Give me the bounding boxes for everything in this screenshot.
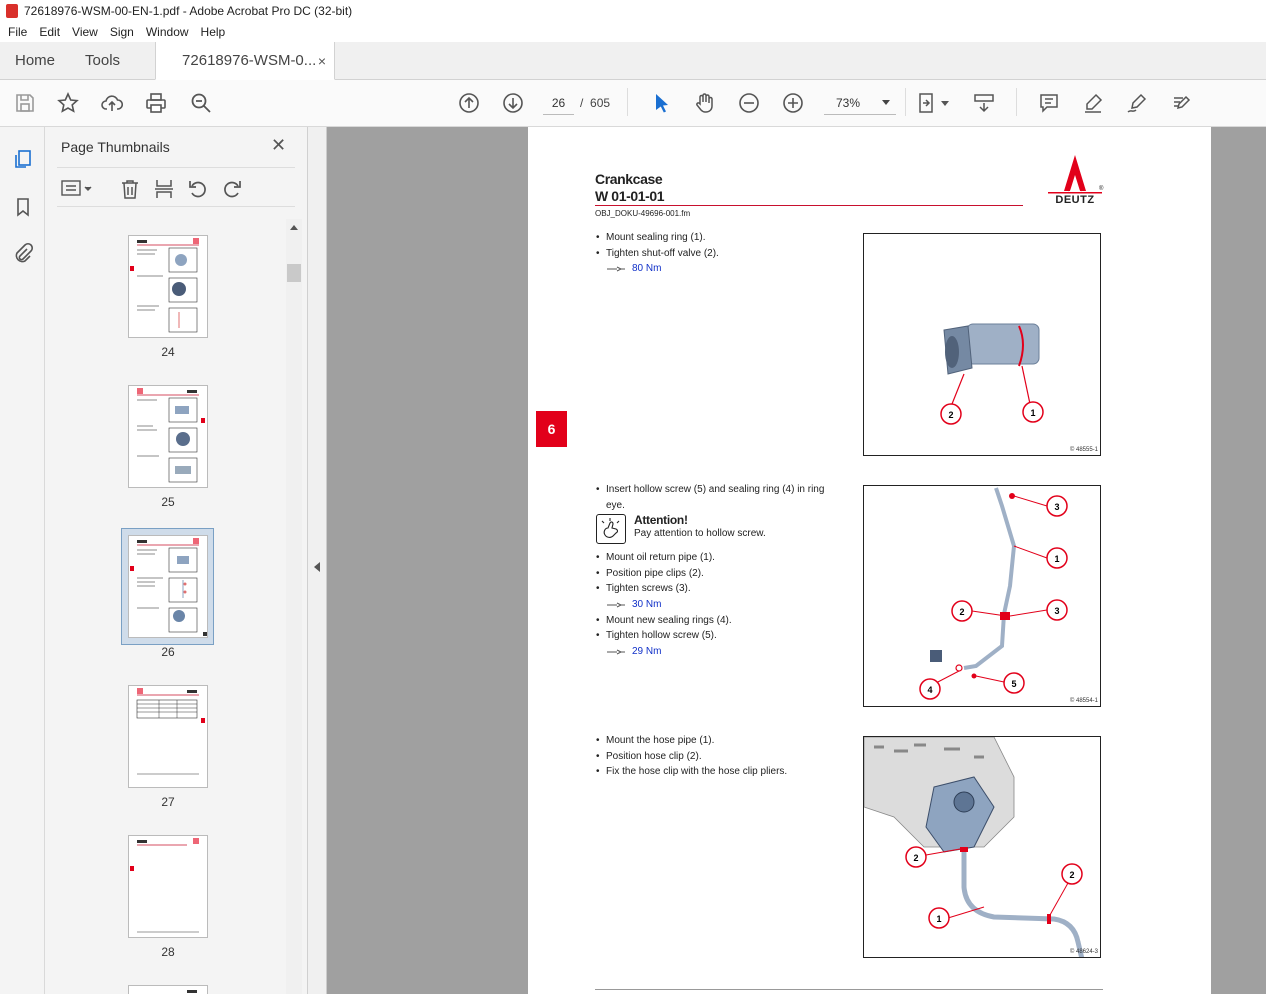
svg-text:DEUTZ: DEUTZ	[1055, 194, 1095, 205]
panel-close-icon[interactable]: ✕	[271, 135, 287, 155]
upload-cloud-icon[interactable]	[100, 91, 124, 115]
svg-text:5: 5	[1011, 679, 1017, 689]
menu-window[interactable]: Window	[145, 25, 189, 39]
panel-collapse-handle[interactable]	[308, 127, 327, 994]
section2-steps-a	[596, 482, 846, 513]
tab-home[interactable]: Home	[15, 52, 56, 69]
zoom-in-icon[interactable]	[781, 91, 805, 115]
page-count	[580, 91, 610, 115]
step: • Tighten shut-off valve (2).	[596, 246, 846, 262]
step: • Mount sealing ring (1).	[596, 230, 846, 246]
select-cursor-icon[interactable]	[649, 91, 673, 115]
svg-text:1: 1	[1030, 408, 1036, 418]
delete-page-icon[interactable]	[119, 178, 141, 203]
wrench-icon	[606, 649, 626, 655]
save-icon[interactable]	[13, 91, 37, 115]
svg-text:4: 4	[927, 685, 933, 695]
toolbar-divider	[905, 88, 906, 116]
thumbnail-page-29[interactable]	[128, 985, 208, 994]
step: • Insert hollow screw (5) and sealing ring (4) in ring eye.	[596, 482, 846, 513]
scroll-mode-icon[interactable]	[972, 91, 996, 115]
print-icon[interactable]	[144, 91, 168, 115]
bookmark-star-icon[interactable]	[56, 91, 80, 115]
rotate-left-icon[interactable]	[187, 178, 209, 203]
zoom-select[interactable]	[824, 91, 896, 115]
figure-oil-return-pipe	[863, 485, 1101, 707]
torque-value: 80 Nm	[632, 263, 662, 274]
main-toolbar	[0, 80, 1266, 127]
extract-page-icon[interactable]	[153, 178, 175, 203]
step: • Position pipe clips (2).	[596, 566, 846, 582]
menu-bar	[0, 22, 1266, 42]
figure-id: © 48554-1	[1069, 698, 1098, 704]
thumbnail-page-27[interactable]	[128, 685, 208, 788]
previous-page-icon[interactable]	[457, 91, 481, 115]
step: • Tighten screws (3).	[596, 581, 846, 597]
thumbnail-options-icon[interactable]	[61, 178, 93, 201]
svg-text:1: 1	[1054, 554, 1060, 564]
wrench-icon	[606, 266, 626, 272]
thumbnail-label: 27	[161, 795, 175, 809]
torque-spec	[596, 261, 846, 277]
svg-text:2: 2	[1069, 870, 1075, 880]
page-number-input[interactable]: 26	[543, 91, 574, 115]
zoom-value: 73%	[836, 96, 861, 110]
hand-tool-icon[interactable]	[693, 91, 717, 115]
wrench-icon	[606, 602, 626, 608]
panel-toolbar	[57, 167, 295, 207]
thumbnail-list	[45, 219, 286, 994]
page-thumbnails-icon[interactable]	[11, 147, 35, 171]
edit-pdf-icon[interactable]	[1169, 91, 1193, 115]
bookmark-icon[interactable]	[11, 195, 35, 219]
torque-value: 30 Nm	[632, 598, 662, 610]
thumbnail-label: 25	[161, 495, 175, 509]
document-viewport[interactable]	[327, 127, 1266, 994]
collapse-left-icon[interactable]	[314, 562, 320, 572]
panel-title: Page Thumbnails	[61, 139, 170, 155]
thumbnail-scrollbar[interactable]	[286, 219, 302, 994]
window-title: 72618976-WSM-00-EN-1.pdf - Adobe Acrobat Pro DC (32-bit)	[24, 4, 353, 18]
scrollbar-thumb[interactable]	[287, 264, 301, 282]
chapter-marker: 6	[536, 411, 567, 447]
attention-icon	[596, 514, 626, 544]
step: • Fix the hose clip with the hose clip pliers.	[596, 764, 846, 780]
figure-id: © 48555-1	[1069, 447, 1098, 453]
window-titlebar	[0, 0, 1266, 22]
thumbnails-panel	[45, 127, 308, 994]
page-footer-rule	[595, 989, 1103, 990]
thumbnail-label: 28	[161, 945, 175, 959]
tab-document-label: 72618976-WSM-0...	[182, 52, 317, 69]
attachment-icon[interactable]	[11, 241, 35, 265]
torque-value: 29 Nm	[632, 645, 662, 657]
section1-steps	[596, 230, 846, 277]
torque-spec	[596, 597, 846, 613]
thumbnail-label: 26	[161, 645, 175, 659]
heading-rule	[595, 205, 1023, 206]
page-subheading: W 01-01-01	[595, 188, 665, 204]
attention-note	[596, 514, 836, 548]
section3-steps	[596, 733, 846, 780]
thumbnail-label: 24	[161, 345, 175, 359]
tab-bar	[0, 42, 1266, 80]
document-reference: OBJ_DOKU-49696-001.fm	[595, 209, 691, 218]
figure-hose-pipe	[863, 736, 1101, 958]
thumbnail-page-28[interactable]	[128, 835, 208, 938]
thumbnail-page-25[interactable]	[128, 385, 208, 488]
page-heading: Crankcase	[595, 171, 663, 187]
tab-document[interactable]	[155, 42, 335, 80]
figure-id: © 48624-3	[1069, 949, 1098, 955]
thumbnail-page-24[interactable]	[128, 235, 208, 338]
zoom-search-icon[interactable]	[189, 91, 213, 115]
svg-text:2: 2	[948, 410, 954, 420]
acrobat-pdf-icon	[6, 4, 18, 18]
rotate-right-icon[interactable]	[221, 178, 243, 203]
svg-text:1: 1	[936, 914, 942, 924]
zoom-out-icon[interactable]	[737, 91, 761, 115]
deutz-logo	[1046, 153, 1104, 205]
fit-page-icon[interactable]	[916, 91, 940, 115]
svg-text:®: ®	[1099, 186, 1104, 192]
next-page-icon[interactable]	[501, 91, 525, 115]
svg-text:2: 2	[913, 853, 919, 863]
page-separator: /	[580, 96, 584, 110]
toolbar-divider	[627, 88, 628, 116]
tab-close-icon[interactable]: ×	[317, 52, 327, 69]
torque-spec	[596, 644, 846, 660]
fit-dropdown-caret[interactable]	[941, 101, 949, 106]
figure-shutoff-valve	[863, 233, 1101, 456]
attention-text: Pay attention to hollow screw.	[634, 528, 766, 539]
menu-view[interactable]: View	[72, 25, 98, 39]
svg-text:2: 2	[959, 607, 965, 617]
step: • Position hose clip (2).	[596, 749, 846, 765]
svg-text:3: 3	[1054, 606, 1060, 616]
pdf-page	[528, 127, 1211, 994]
attention-title: Attention!	[634, 513, 688, 527]
tab-tools[interactable]: Tools	[85, 52, 121, 69]
highlight-pen-icon[interactable]	[1081, 91, 1105, 115]
step: • Mount oil return pipe (1).	[596, 550, 846, 566]
menu-sign[interactable]: Sign	[109, 25, 134, 39]
step: • Mount the hose pipe (1).	[596, 733, 846, 749]
navigation-rail	[0, 127, 45, 994]
section2-steps-b	[596, 550, 846, 660]
toolbar-divider	[1016, 88, 1017, 116]
step: • Mount new sealing rings (4).	[596, 613, 846, 629]
chevron-down-icon	[882, 100, 890, 105]
step: • Tighten hollow screw (5).	[596, 628, 846, 644]
menu-file[interactable]: File	[8, 25, 28, 39]
menu-help[interactable]: Help	[200, 25, 226, 39]
page-total: 605	[590, 96, 611, 110]
menu-edit[interactable]: Edit	[39, 25, 61, 39]
comment-icon[interactable]	[1037, 91, 1061, 115]
svg-text:3: 3	[1054, 502, 1060, 512]
thumbnail-page-26[interactable]	[128, 535, 208, 638]
sign-pen-icon[interactable]	[1125, 91, 1149, 115]
scroll-up-icon[interactable]	[290, 225, 298, 230]
